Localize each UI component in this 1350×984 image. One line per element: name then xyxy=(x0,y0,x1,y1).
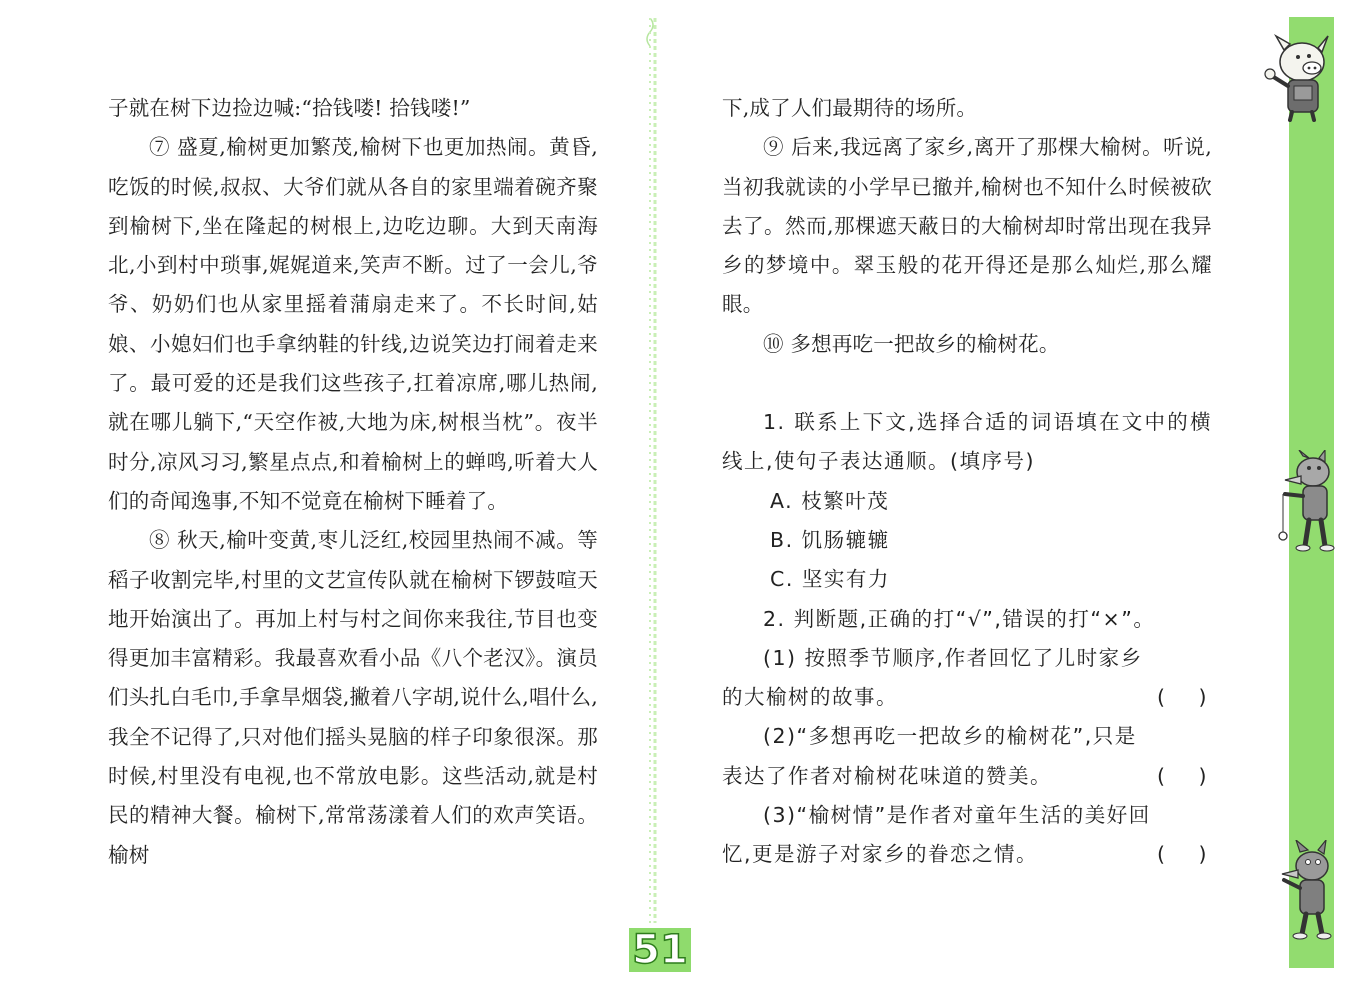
paragraph-continuation-right: 下,成了人们最期待的场所。 xyxy=(722,96,978,120)
question-2-item-3-line1: (3)“榆树情”是作者对童年生活的美好回 xyxy=(763,803,1151,828)
question-1-option-a: A. 枝繁叶茂 xyxy=(770,488,890,513)
paragraph-10: ⑩ 多想再吃一把故乡的榆树花。 xyxy=(763,331,1060,356)
question-2: 2. 判断题,正确的打“√”,错误的打“×”。 xyxy=(763,606,1156,631)
page-gutter-divider xyxy=(646,18,660,923)
question-2-item-2-line1: (2)“多想再吃一把故乡的榆树花”,只是 xyxy=(763,724,1137,749)
question-2-item-3-row xyxy=(722,835,1212,874)
right-page-text xyxy=(722,89,1212,875)
question-2-item-1-line2: 的大榆树的故事。 xyxy=(722,685,898,710)
question-2-item-3-line2: 忆,更是游子对家乡的眷恋之情。 xyxy=(722,842,1039,867)
paragraph-9: ⑨ 后来,我远离了家乡,离开了那棵大榆树。听说,当初我就读的小学早已撤并,榆树也不知什么时候被砍去了。然而,那棵遮天蔽日的大榆树却时常出现在我异乡的梦境中。翠玉般的花开得还是那么灿烂,那么耀眼。 xyxy=(722,135,1212,317)
question-2-item-2-line2: 表达了作者对榆树花味道的赞美。 xyxy=(722,763,1052,788)
paragraph-continuation: 子就在树下边捡边喊:“拾钱喽! 拾钱喽!” xyxy=(108,96,471,120)
question-1-option-c: C. 坚实有力 xyxy=(770,567,890,592)
page-number-badge xyxy=(629,928,691,972)
paragraph-8: ⑧ 秋天,榆叶变黄,枣儿泛红,校园里热闹不减。等稻子收割完毕,村里的文艺宣传队就在榆树下锣鼓喧天地开始演出了。再加上村与村之间你来我往,节目也变得更加丰富精彩。我最喜欢看小品《八个老汉》。演员们头扎白毛巾,手拿旱烟袋,撇着八字胡,说什么,唱什么,我全不记得了,只对他们摇头晃脑的样子印象很深。那时候,村里没有电视,也不常放电影。这些活动,就是村民的精神大餐。榆树下,常常荡漾着人们的欢声笑语。榆树 xyxy=(108,528,598,867)
left-page-text xyxy=(108,89,598,875)
page-number: 51 xyxy=(632,927,688,973)
answer-blank-1[interactable]: ( ) xyxy=(1156,685,1208,710)
question-1: 1. 联系上下文,选择合适的词语填在文中的横线上,使句子表达通顺。(填序号) xyxy=(722,410,1212,474)
pig-mascot-icon xyxy=(1262,30,1340,122)
answer-blank-3[interactable]: ( ) xyxy=(1156,842,1208,867)
question-2-item-1-line1: (1) 按照季节顺序,作者回忆了儿时家乡 xyxy=(763,645,1143,670)
paragraph-7: ⑦ 盛夏,榆树更加繁茂,榆树下也更加热闹。黄昏,吃饭的时候,叔叔、大爷们就从各自的家里端着碗齐聚到榆树下,坐在隆起的树根上,边吃边聊。大到天南海北,小到村中琐事,娓娓道来,笑声不断。过了一会儿,爷爷、奶奶们也从家里摇着蒲扇走来了。不长时间,姑娘、小媳妇们也手拿纳鞋的针线,边说笑边打闹着走来了。最可爱的还是我们这些孩子,扛着凉席,哪儿热闹,就在哪儿躺下,“天空作被,大地为床,树根当枕”。夜半时分,凉风习习,繁星点点,和着榆树上的蝉鸣,听着大人们的奇闻逸事,不知不觉竟在榆树下睡着了。 xyxy=(108,135,598,513)
fox-mascot-icon xyxy=(1278,840,1342,940)
question-1-option-b: B. 饥肠辘辘 xyxy=(770,527,890,552)
question-2-item-1-row xyxy=(722,678,1212,717)
wolf-mascot-icon xyxy=(1273,450,1343,554)
question-2-item-2-row xyxy=(722,757,1212,796)
answer-blank-2[interactable]: ( ) xyxy=(1156,763,1208,788)
